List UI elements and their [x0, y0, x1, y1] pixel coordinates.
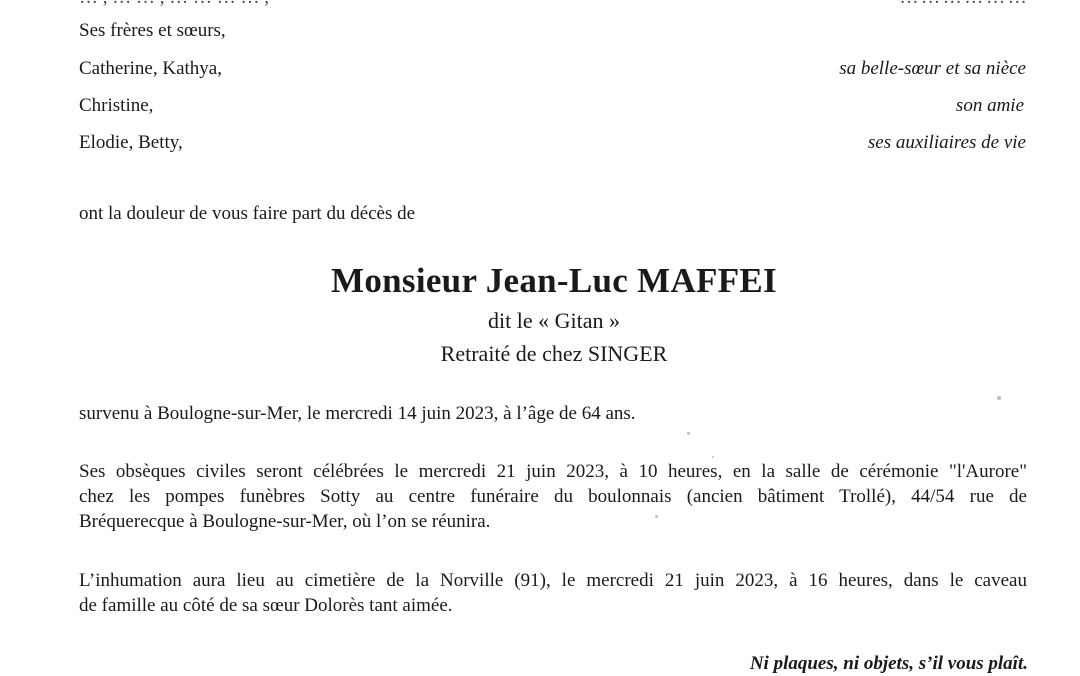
funeral-line: Ses obsèques civiles seront célébrées le mercredi 21 juin 2023, à 10 heures, en la salle de cérémonie "l'Aurore"	[79, 461, 1027, 482]
family-relation-amie: son amie	[955, 95, 1024, 116]
deceased-name: Monsieur Jean-Luc MAFFEI	[331, 261, 777, 300]
burial-paragraph	[79, 568, 1027, 618]
cropped-top-line-left	[79, 0, 269, 10]
funeral-paragraph	[79, 459, 1027, 534]
family-line-siblings: Ses frères et sœurs,	[79, 20, 226, 41]
cropped-top-line-right	[901, 0, 1026, 10]
deceased-occupation: Retraité de chez SINGER	[440, 341, 668, 366]
deceased-nickname: dit le « Gitan »	[488, 308, 620, 333]
family-relation-belle-soeur: sa belle-sœur et sa nièce	[839, 58, 1026, 79]
burial-line: de famille au côté de sa sœur Dolorès tant aimée.	[79, 595, 453, 616]
burial-line: L’inhumation aura lieu au cimetière de la Norville (91), le mercredi 21 juin 2023, à 16 heures, dans le caveau	[79, 570, 1027, 591]
family-line-catherine: Catherine, Kathya,	[79, 58, 222, 79]
scan-speck	[997, 396, 1001, 400]
announcement-text: ont la douleur de vous faire part du décès de	[79, 203, 416, 224]
family-line-elodie: Elodie, Betty,	[79, 132, 183, 153]
funeral-line: Bréquerecque à Boulogne-sur-Mer, où l’on se réunira.	[79, 511, 491, 532]
scan-speck	[687, 432, 690, 435]
family-line-christine: Christine,	[79, 95, 154, 116]
family-relation-auxiliaires: ses auxiliaires de vie	[867, 132, 1026, 153]
scan-speck	[655, 515, 658, 518]
closing-request: Ni plaques, ni objets, s’il vous plaît.	[749, 653, 1028, 674]
scan-speck	[712, 456, 714, 458]
death-notice: survenu à Boulogne-sur-Mer, le mercredi 14 juin 2023, à l’âge de 64 ans.	[79, 403, 636, 424]
funeral-line: chez les pompes funèbres Sotty au centre funéraire du boulonnais (ancien bâtiment Trollé), 44/54 rue de	[79, 486, 1027, 507]
